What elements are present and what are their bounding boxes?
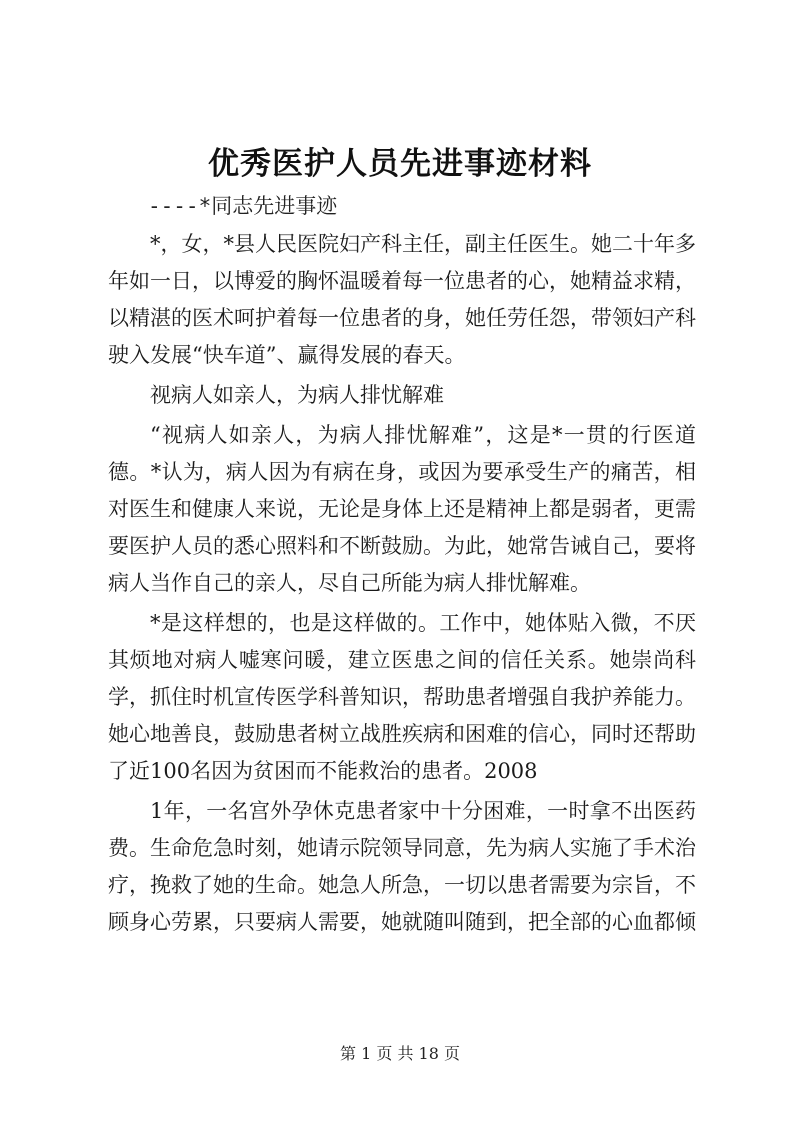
document-body	[108, 226, 696, 944]
paragraph-intro: *，女，*县人民医院妇产科主任，副主任医生。她二十年多年如一日，以博爱的胸怀温暖着每一位患者的心，她精益求精，以精湛的医术呵护着每一位患者的身，她任劳任怨，带领妇产科驶入发展“快车道”、赢得发展的春天。	[108, 232, 696, 367]
document-subtitle: ----*同志先进事迹	[148, 194, 338, 218]
document-title: 优秀医护人员先进事迹材料	[208, 146, 592, 182]
page-footer: 第 1 页 共 18 页	[340, 1044, 460, 1063]
paragraph-case: 1年，一名宫外孕休克患者家中十分困难，一时拿不出医药费。生命危急时刻，她请示院领导同意，先为病人实施了手术治疗，挽救了她的生命。她急人所急，一切以患者需要为宗旨，不顾身心劳累，只要病人需要，她就随叫随到，把全部的心血都倾	[108, 799, 696, 934]
paragraph-ethics: “视病人如亲人，为病人排忧解难”，这是*一贯的行医道德。*认为，病人因为有病在身，或因为要承受生产的痛苦，相对医生和健康人来说，无论是身体上还是精神上都是弱者，更需要医护人员的悉心照料和不断鼓励。为此，她常告诫自己，要将病人当作自己的亲人，尽自己所能为病人排忧解难。	[108, 423, 696, 595]
paragraph-practice: *是这样想的，也是这样做的。工作中，她体贴入微，不厌其烦地对病人嘘寒问暖，建立医患之间的信任关系。她崇尚科学，抓住时机宣传医学科普知识，帮助患者增强自我护养能力。她心地善良，鼓励患者树立战胜疾病和困难的信心，同时还帮助了近100名因为贫困而不能救治的患者。2008	[108, 611, 696, 783]
section-heading: 视病人如亲人，为病人排忧解难	[150, 383, 444, 407]
